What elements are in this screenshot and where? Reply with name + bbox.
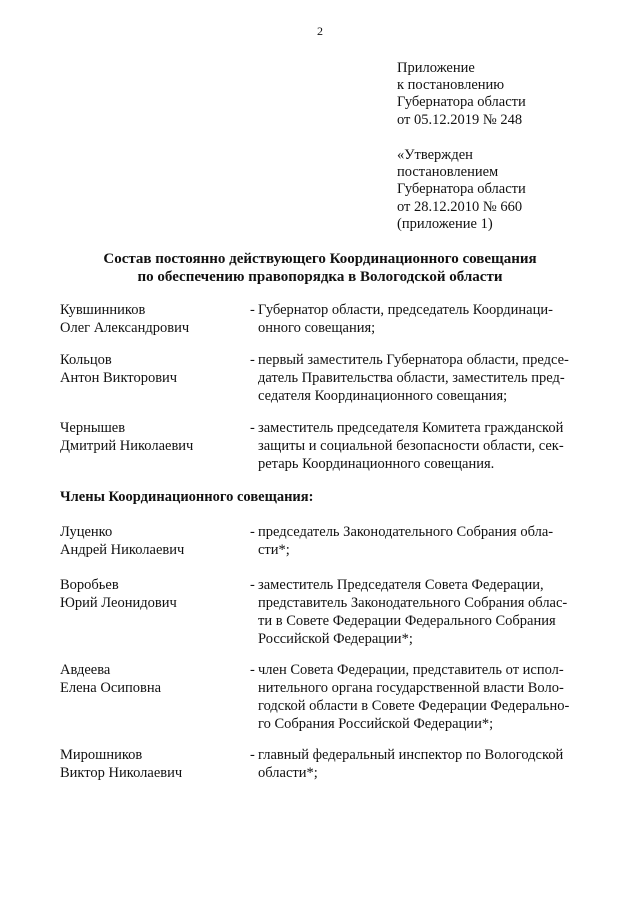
given-names: Андрей Николаевич [60,542,185,558]
person-role [258,301,593,337]
given-names: Дмитрий Николаевич [60,438,194,454]
approval-line: «Утвержден [397,147,473,163]
person-name [60,523,250,559]
person-role [258,576,593,648]
role-line: первый заместитель Губернатора области, предсе- [258,352,569,368]
appendix-block [397,60,526,129]
role-line: председатель Законодательного Собрания обла- [258,524,554,540]
person-name [60,661,250,697]
role-line: член Совета Федерации, представитель от испол- [258,662,564,678]
dash-separator: - [250,420,255,436]
surname: Луценко [60,524,113,540]
approval-line: от 28.12.2010 № 660 [397,198,523,215]
given-names: Виктор Николаевич [60,765,183,781]
person-name [60,301,250,337]
role-line: области*; [258,765,318,781]
person-name [60,576,250,612]
role-line: Российской Федерации*; [258,631,413,647]
approval-line: постановлением [397,164,499,181]
surname: Авдеева [60,662,111,678]
given-names: Антон Викторович [60,370,178,386]
appendix-line: к постановлению [397,77,505,94]
title-line: по обеспечению правопорядка в Вологодской области [137,269,503,285]
appendix-line: Приложение [397,60,475,76]
person-name [60,746,250,782]
dash-separator: - [250,747,255,763]
role-line: заместитель председателя Комитета гражданской [258,420,564,436]
person-name [60,419,250,455]
role-line: онного совещания; [258,320,376,336]
role-line: седателя Координационного совещания; [258,388,508,404]
appendix-line: Губернатора области [397,94,526,111]
surname: Чернышев [60,420,126,436]
title-line: Состав постоянно действующего Координационного совещания [103,251,537,267]
person-role [258,351,593,405]
person-name [60,351,250,387]
person-role [258,661,593,733]
person-role [258,419,593,473]
role-line: Губернатор области, председатель Координаци- [258,302,553,318]
dash-separator: - [250,662,255,678]
approval-line: Губернатора области [397,181,526,198]
surname: Кольцов [60,352,112,368]
page-number: 2 [317,24,323,38]
role-line: годской области в Совете Федерации Федерально- [258,698,570,714]
person-role [258,746,593,782]
role-line: ти в Совете Федерации Федерального Собрания [258,613,556,629]
approval-line: (приложение 1) [397,215,493,232]
surname: Мирошников [60,747,143,763]
role-line: нительного органа государственной власти Воло- [258,680,564,696]
given-names: Елена Осиповна [60,680,162,696]
dash-separator: - [250,352,255,368]
given-names: Юрий Леонидович [60,595,177,611]
role-line: сти*; [258,542,290,558]
members-heading: Члены Координационного совещания: [60,489,314,505]
surname: Кувшинников [60,302,146,318]
dash-separator: - [250,577,255,593]
role-line: го Собрания Российской Федерации*; [258,716,494,732]
given-names: Олег Александрович [60,320,190,336]
role-line: датель Правительства области, заместитель пред- [258,370,565,386]
role-line: защиты и социальной безопасности области, сек- [258,438,564,454]
approval-block [397,147,526,233]
dash-separator: - [250,302,255,318]
role-line: представитель Законодательного Собрания облас- [258,595,568,611]
appendix-line: от 05.12.2019 № 248 [397,111,523,128]
person-role [258,523,593,559]
document-title [0,250,640,286]
role-line: ретарь Координационного совещания. [258,456,495,472]
dash-separator: - [250,524,255,540]
role-line: главный федеральный инспектор по Вологодской [258,747,564,763]
surname: Воробьев [60,577,119,593]
role-line: заместитель Председателя Совета Федерации, [258,577,544,593]
